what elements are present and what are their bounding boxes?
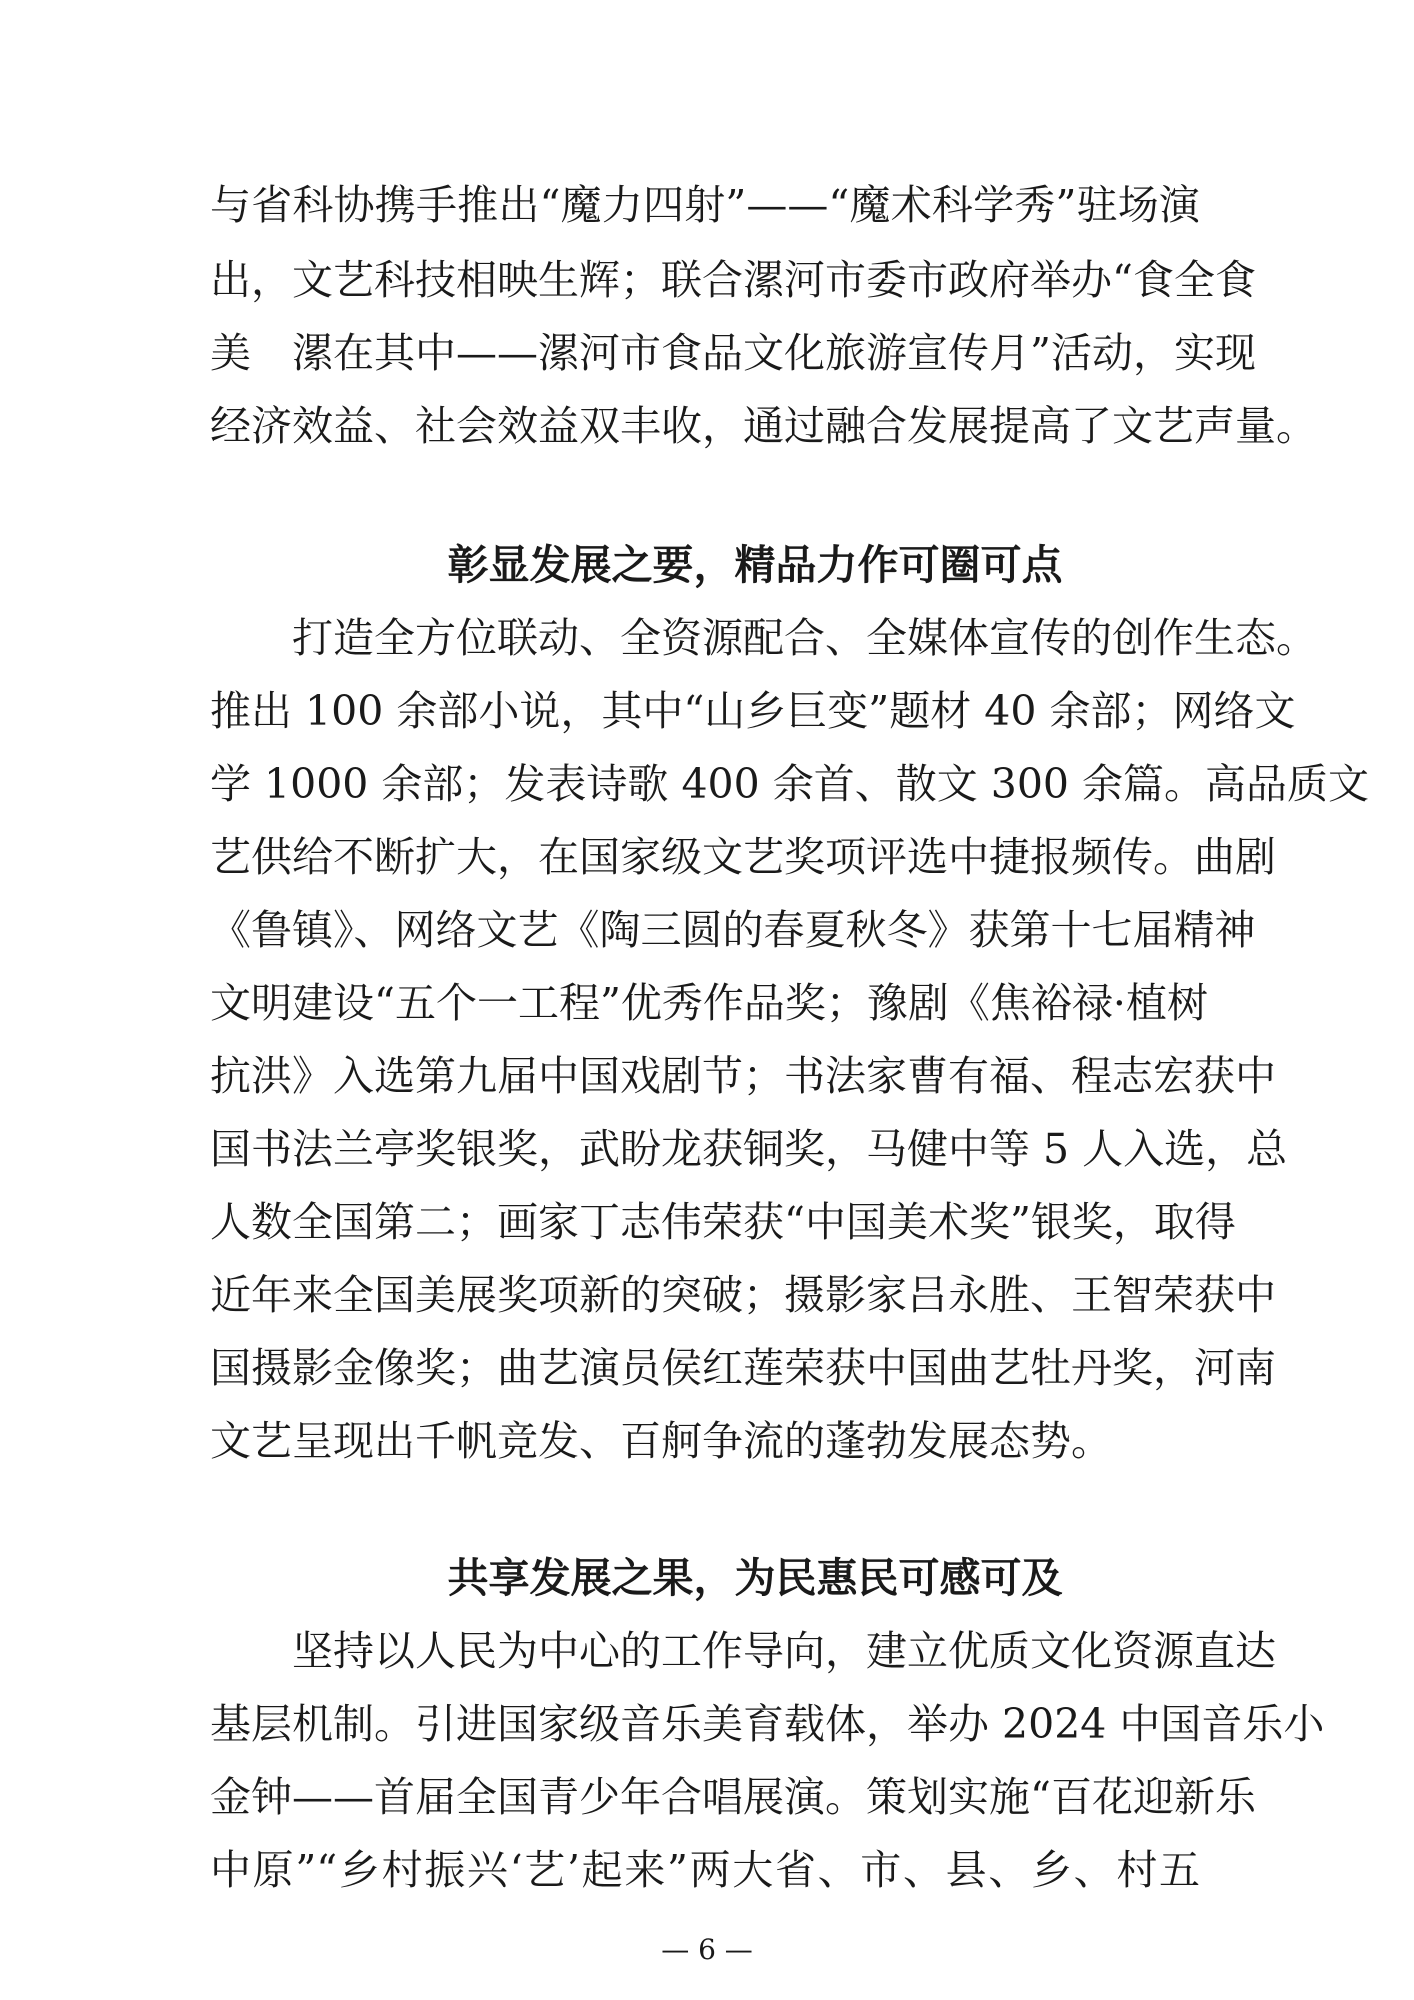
paragraph-line: 《鲁镇》、网络文艺《陶三圆的春夏秋冬》获第十七届精神 xyxy=(210,906,1256,954)
paragraph-line: 近年来全国美展奖项新的突破；摄影家吕永胜、王智荣获中 xyxy=(210,1271,1276,1319)
paragraph-line: 国书法兰亭奖银奖，武盼龙获铜奖，马健中等 5 人入选，总 xyxy=(210,1125,1288,1173)
paragraph-line: 艺供给不断扩大，在国家级文艺奖项评选中捷报频传。曲剧 xyxy=(210,833,1276,881)
paragraph-line: 抗洪》入选第九届中国戏剧节；书法家曹有福、程志宏获中 xyxy=(210,1052,1276,1100)
paragraph-line: 经济效益、社会效益双丰收，通过融合发展提高了文艺声量。 xyxy=(210,402,1317,450)
paragraph-line: 文明建设“五个一工程”优秀作品奖；豫剧《焦裕禄·植树 xyxy=(210,979,1208,1027)
section-heading: 彰显发展之要，精品力作可圈可点 xyxy=(447,541,1063,589)
paragraph-line: 国摄影金像奖；曲艺演员侯红莲荣获中国曲艺牡丹奖，河南 xyxy=(210,1344,1276,1392)
paragraph-line: 美 漯在其中——漯河市食品文化旅游宣传月”活动，实现 xyxy=(210,329,1256,377)
paragraph-line: 与省科协携手推出“魔力四射”——“魔术科学秀”驻场演 xyxy=(210,181,1200,229)
paragraph-line: 坚持以人民为中心的工作导向，建立优质文化资源直达 xyxy=(210,1627,1276,1675)
paragraph-line: 打造全方位联动、全资源配合、全媒体宣传的创作生态。 xyxy=(210,614,1317,662)
paragraph-line: 金钟——首届全国青少年合唱展演。策划实施“百花迎新乐 xyxy=(210,1773,1256,1821)
section-heading: 共享发展之果，为民惠民可感可及 xyxy=(447,1554,1063,1602)
paragraph-line: 推出 100 余部小说，其中“山乡巨变”题材 40 余部；网络文 xyxy=(210,687,1296,735)
paragraph-line: 文艺呈现出千帆竞发、百舸争流的蓬勃发展态势。 xyxy=(210,1417,1112,1465)
page-number: — 6 — xyxy=(661,1933,753,1966)
paragraph-line: 基层机制。引进国家级音乐美育载体，举办 2024 中国音乐小 xyxy=(210,1700,1325,1748)
paragraph-line: 中原”“乡村振兴‘艺’起来”两大省、市、县、乡、村五 xyxy=(210,1846,1200,1894)
paragraph-line: 出，文艺科技相映生辉；联合漯河市委市政府举办“食全食 xyxy=(210,256,1256,304)
paragraph-line: 学 1000 余部；发表诗歌 400 余首、散文 300 余篇。高品质文 xyxy=(210,760,1370,808)
paragraph-line: 人数全国第二；画家丁志伟荣获“中国美术奖”银奖，取得 xyxy=(210,1198,1236,1246)
